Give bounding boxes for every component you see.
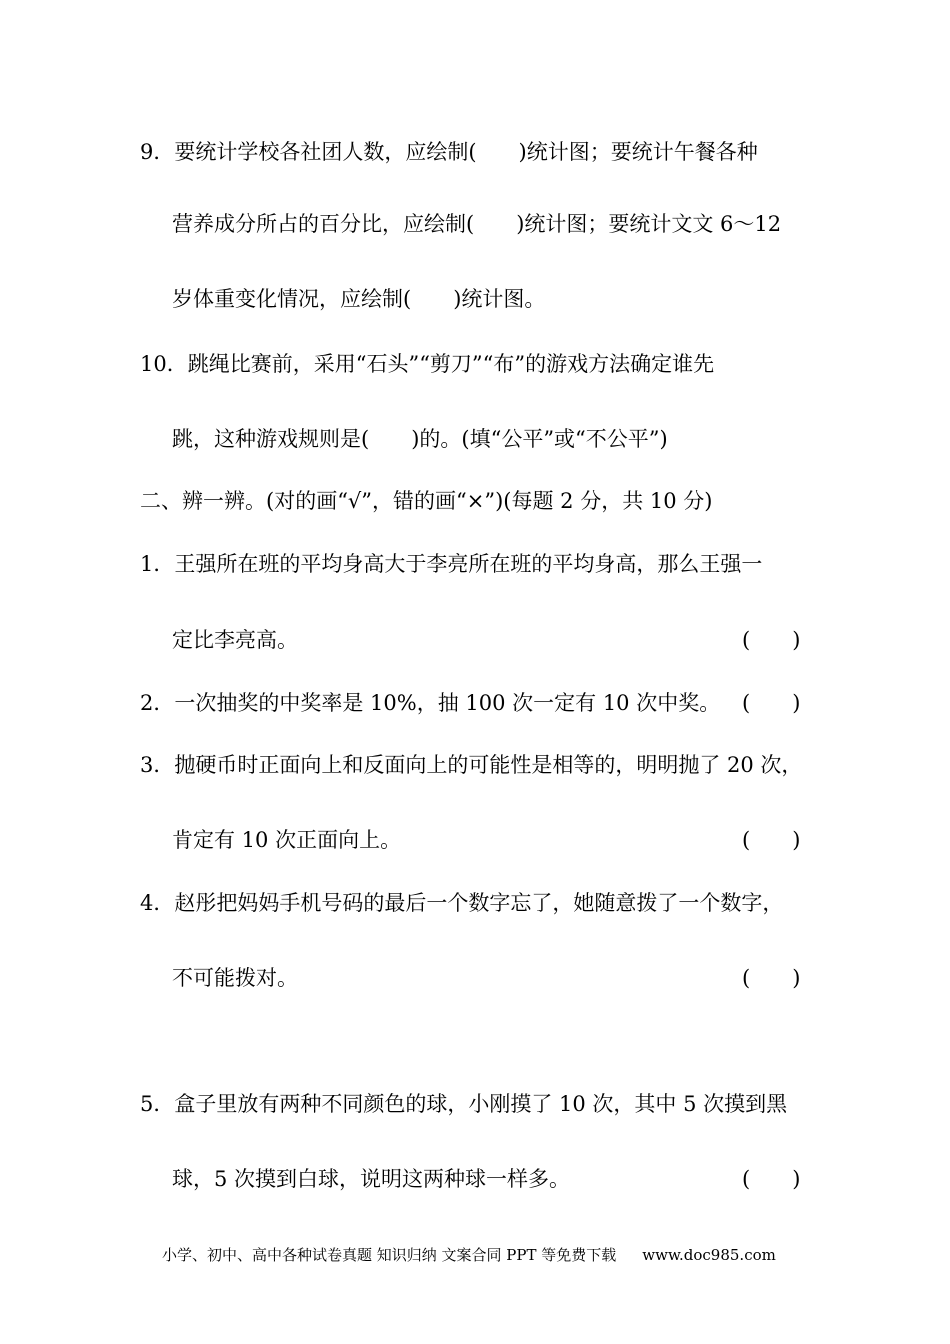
- q9-line1: 9．要统计学校各社团人数，应绘制( )统计图；要统计午餐各种: [140, 140, 758, 164]
- q9-line2: 营养成分所占的百分比，应绘制( )统计图；要统计文文 6～12: [172, 212, 782, 236]
- judge-item-1-answer: ( ): [742, 628, 801, 652]
- judge-item-5-line1: 5．盒子里放有两种不同颜色的球，小刚摸了 10 次，其中 5 次摸到黑: [140, 1092, 788, 1116]
- footer-text: 小学、初中、高中各种试卷真题 知识归纳 文案合同 PPT 等免费下载: [162, 1246, 617, 1264]
- judge-item-5-answer: ( ): [742, 1167, 801, 1191]
- page-footer: [162, 1244, 776, 1266]
- footer-url[interactable]: www.doc985.com: [642, 1246, 776, 1264]
- section2-heading: 二、辨一辨。(对的画“√”，错的画“×”)(每题 2 分，共 10 分): [140, 489, 713, 513]
- judge-item-1-line2: 定比李亮高。: [172, 628, 298, 652]
- judge-item-3-line1: 3．抛硬币时正面向上和反面向上的可能性是相等的，明明抛了 20 次，: [140, 753, 803, 777]
- judge-item-2-line1: 2．一次抽奖的中奖率是 10%，抽 100 次一定有 10 次中奖。: [140, 691, 721, 715]
- judge-item-3-answer: ( ): [742, 828, 801, 852]
- judge-item-4-line1: 4．赵彤把妈妈手机号码的最后一个数字忘了，她随意拨了一个数字，: [140, 891, 784, 915]
- q10-line2: 跳，这种游戏规则是( )的。(填“公平”或“不公平”): [172, 427, 668, 451]
- q9-line3: 岁体重变化情况，应绘制( )统计图。: [172, 287, 546, 311]
- judge-item-3-line2: 肯定有 10 次正面向上。: [172, 828, 402, 852]
- judge-item-1-line1: 1．王强所在班的平均身高大于李亮所在班的平均身高，那么王强一: [140, 552, 763, 576]
- judge-item-4-answer: ( ): [742, 966, 801, 990]
- judge-item-4-line2: 不可能拨对。: [172, 966, 298, 990]
- judge-item-2-answer: ( ): [742, 691, 801, 715]
- q10-line1: 10．跳绳比赛前，采用“石头”“剪刀”“布”的游戏方法确定谁先: [140, 352, 715, 376]
- judge-item-5-line2: 球，5 次摸到白球，说明这两种球一样多。: [172, 1167, 571, 1191]
